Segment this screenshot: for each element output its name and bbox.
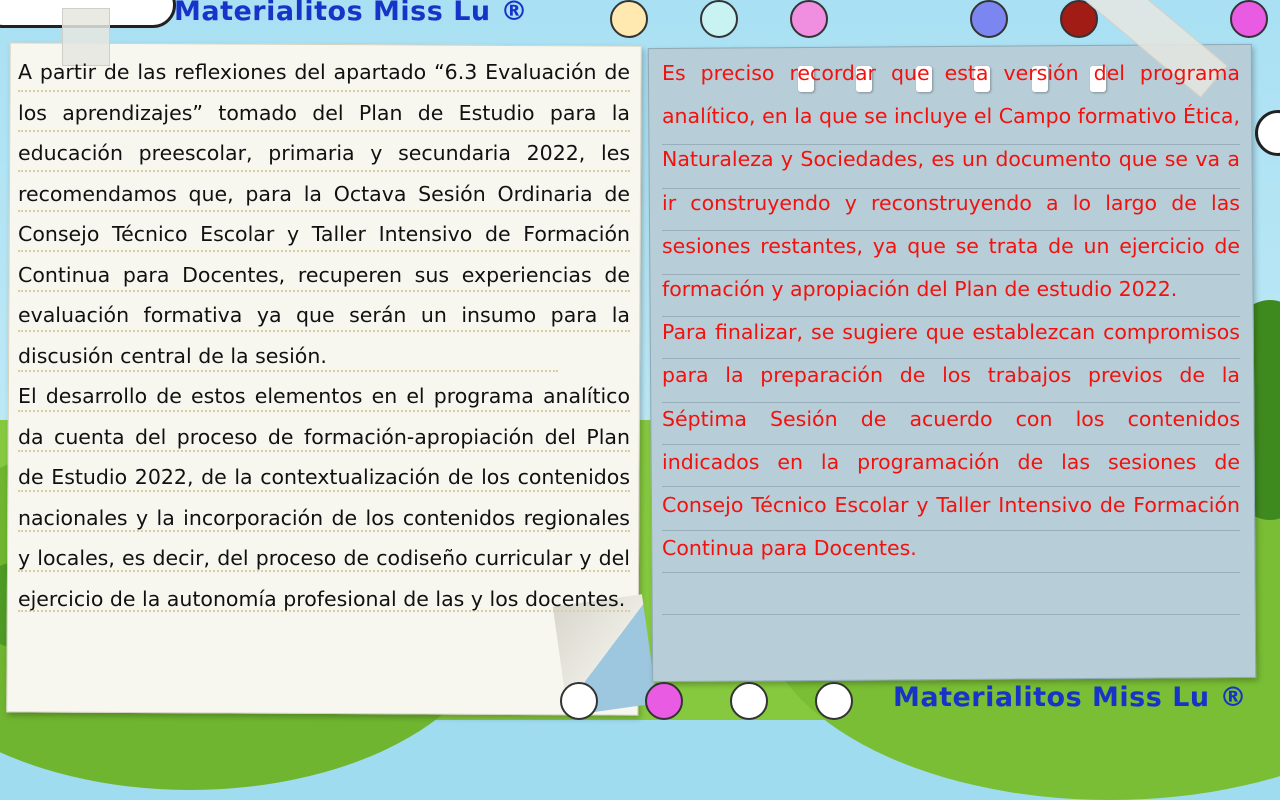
decorative-dot <box>815 682 853 720</box>
decorative-dot <box>1230 0 1268 38</box>
decorative-dot <box>610 0 648 38</box>
left-paragraph-2: El desarrollo de estos elementos en el programa analítico da cuenta del proceso de formación-apropiación del Plan de Estudio 2022, de la contextualización de los contenidos nacionales y la incorporación de los contenidos regionales y locales, es decir, del proceso de codiseño curricular y del ejercicio de la autonomía profesional de las y los docentes. <box>18 384 630 611</box>
decorative-dot <box>730 682 768 720</box>
decorative-dot <box>560 682 598 720</box>
left-paragraph-1: A partir de las reflexiones del apartado “6.3 Evaluación de los aprendizajes” tomado del Plan de Estudio para la educación preescolar, primaria y secundaria 2022, les recomendamos que, para la Octava Sesión Ordinaria de Consejo Técnico Escolar y Taller Intensivo de Formación Continua para Docentes, recuperen sus experiencias de evaluación formativa ya que serán un insumo para la discusión central de la sesión. <box>18 60 630 368</box>
right-paragraph-2: Para finalizar, se sugiere que establezcan compromisos para la preparación de los trabajos previos de la Séptima Sesión de acuerdo con los contenidos indicados en la programación de las sesiones de Consejo Técnico Escolar y Taller Intensivo de Formación Continua para Docentes. <box>662 320 1240 561</box>
left-note-text <box>18 52 630 619</box>
brand-label-top: Materialitos Miss Lu ® <box>174 0 529 27</box>
right-note-text <box>662 52 1240 570</box>
decorative-dot <box>790 0 828 38</box>
decorative-dot <box>970 0 1008 38</box>
decorative-dot <box>645 682 683 720</box>
decorative-dot <box>700 0 738 38</box>
right-paragraph-1: Es preciso recordar que esta versión del programa analítico, en la que se incluye el Campo formativo Ética, Naturaleza y Sociedades, es un documento que se va a ir construyendo y reconstruyendo a lo largo de las sesiones restantes, ya que se trata de un ejercicio de formación y apropiación del Plan de estudio 2022. <box>662 61 1240 302</box>
brand-label-bottom: Materialitos Miss Lu ® <box>893 682 1248 713</box>
